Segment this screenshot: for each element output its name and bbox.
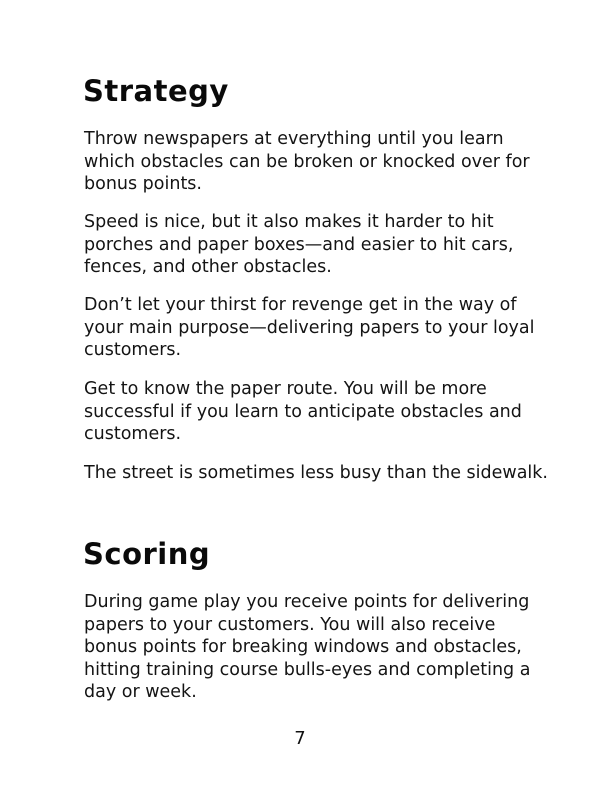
strategy-tip-paragraph: Get to know the paper route. You will be more successful if you learn to anticipate obstacles and customers. [84,379,522,444]
strategy-tip-paragraph: Don’t let your thirst for revenge get in the way of your main purpose—delivering papers to your loyal customers. [84,295,535,360]
strategy-tip-paragraph: The street is sometimes less busy than the sidewalk. [84,463,548,483]
scoring-heading: Scoring [83,537,211,571]
strategy-tip-paragraph: Speed is nice, but it also makes it harder to hit porches and paper boxes—and easier to hit cars, fences, and other obstacles. [84,212,514,277]
strategy-heading: Strategy [83,74,229,108]
page-number: 7 [294,728,306,749]
scoring-paragraph: During game play you receive points for delivering papers to your customers. You will also receive bonus points for breaking windows and obstacles, hitting training course bulls-eyes and completing a day or week. [84,592,531,702]
strategy-tip-paragraph: Throw newspapers at everything until you learn which obstacles can be broken or knocked over for bonus points. [84,129,530,194]
